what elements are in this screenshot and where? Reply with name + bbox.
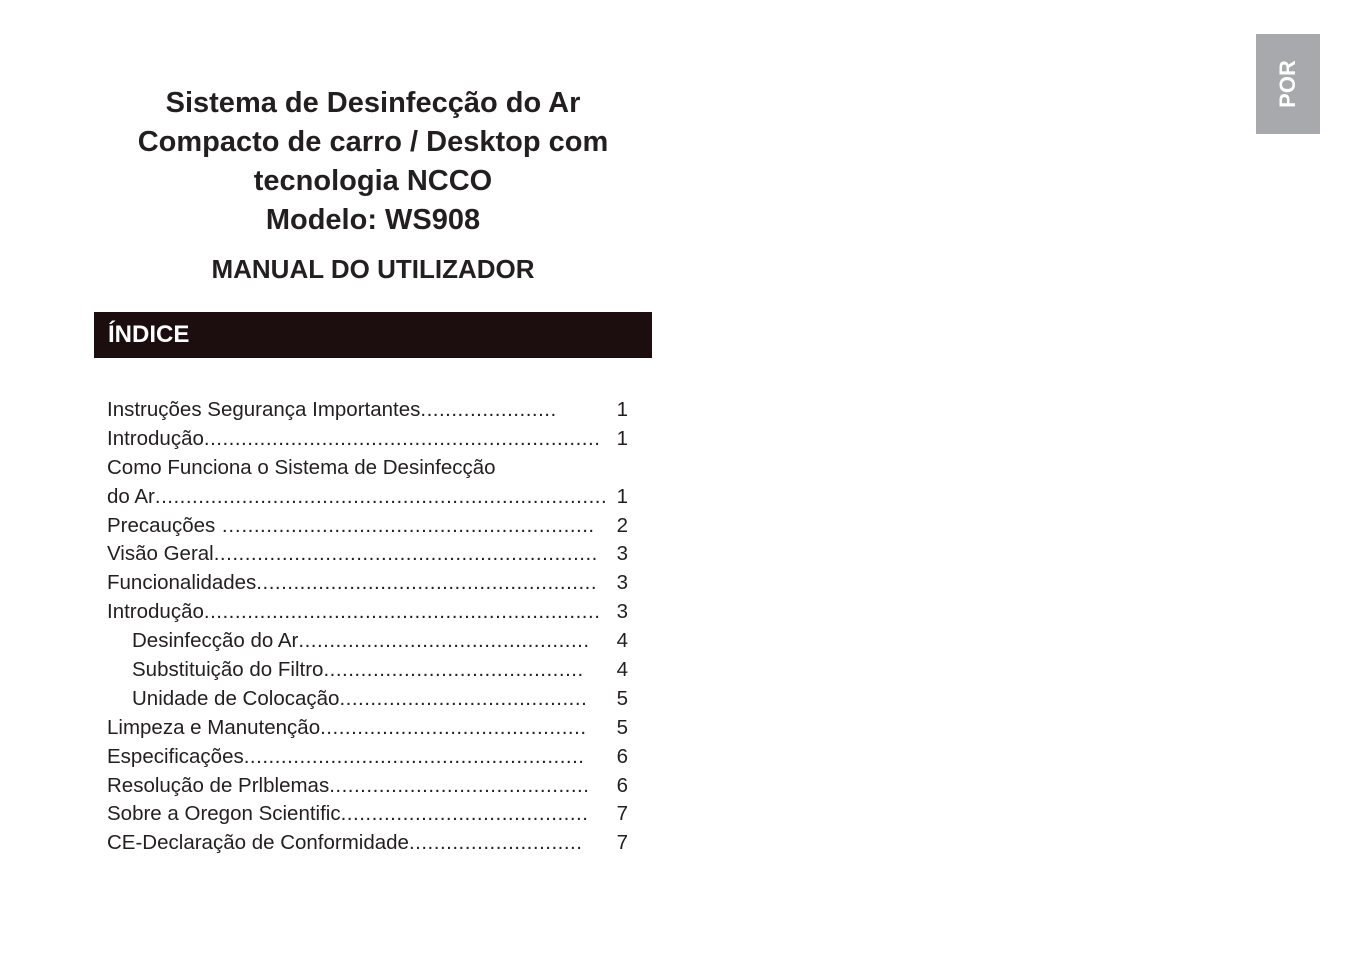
language-tab-label: POR: [1275, 60, 1300, 108]
toc-entry-leader: ........................................: [339, 686, 588, 710]
toc-entry-page: 3: [616, 600, 628, 624]
toc-entry[interactable]: [107, 743, 628, 772]
toc-entry-leader: ......................: [420, 398, 557, 421]
toc-entry[interactable]: [107, 598, 628, 627]
toc-entry-leader: ................................................................: [203, 426, 601, 450]
toc-entry-label: Funcionalidades: [107, 571, 257, 595]
toc-entry-page: 7: [616, 831, 628, 855]
toc-entry-leader: ..........................................: [329, 773, 590, 797]
toc-entry-leader: ..........................................: [323, 658, 584, 682]
toc-entry-label: Visão Geral: [107, 542, 214, 566]
toc-entry-page: 1: [616, 426, 628, 450]
toc-entry[interactable]: [107, 512, 628, 541]
toc-entry-leader: .......................................................: [256, 571, 598, 595]
toc-entry-label: Como Funciona o Sistema de Desinfecção: [107, 455, 496, 479]
toc-entry-page: 6: [616, 744, 628, 768]
toc-subentry[interactable]: [107, 627, 628, 656]
toc-entry-page: 4: [616, 658, 628, 682]
toc-entry-page: 1: [616, 398, 628, 421]
toc-entry-page: 4: [616, 629, 628, 653]
document-title-line-2: Compacto de carro / Desktop com: [137, 126, 609, 158]
toc-entry-leader: .......................................................: [243, 744, 585, 768]
toc-entry-leader: ..............................................................: [213, 542, 598, 566]
toc-entry[interactable]: [107, 829, 628, 858]
toc-entry-label: do Ar: [107, 484, 155, 508]
toc-entry[interactable]: [107, 540, 628, 569]
toc-entry[interactable]: [107, 772, 628, 801]
toc-entry-label: Introdução: [107, 426, 204, 450]
toc-entry[interactable]: [107, 714, 628, 743]
toc-entry[interactable]: [107, 454, 628, 483]
language-tab: [1256, 34, 1320, 134]
toc-entry-leader: ...........................................: [320, 715, 587, 739]
toc-entry-page: 2: [616, 513, 628, 537]
toc-subentry[interactable]: [107, 656, 628, 685]
toc-entry-label: Sobre a Oregon Scientific: [107, 802, 341, 826]
toc-entry-leader: .........................................................: [241, 513, 595, 537]
toc-subentry[interactable]: [107, 685, 628, 714]
toc-entry-label: Desinfecção do Ar: [132, 629, 299, 653]
toc-entry-label: Limpeza e Manutenção: [107, 715, 321, 739]
index-heading-bar: [94, 312, 652, 358]
toc-entry-page: 1: [616, 484, 628, 508]
toc-entry-page: 6: [616, 773, 628, 797]
document-subtitle: MANUAL DO UTILIZADOR: [211, 254, 535, 284]
toc-entry-page: 3: [616, 542, 628, 566]
toc-entry-label: CE-Declaração de Conformidade: [107, 831, 409, 855]
toc-entry[interactable]: [107, 425, 628, 454]
table-of-contents: [107, 396, 628, 858]
document-title-line-1: Sistema de Desinfecção do Ar: [165, 87, 581, 119]
toc-entry-label: Unidade de Colocação: [132, 686, 340, 710]
toc-entry-page: 5: [616, 686, 628, 710]
toc-entry-leader: ................................................................: [203, 600, 601, 624]
toc-entry[interactable]: [107, 800, 628, 829]
toc-entry-leader: ........................................: [340, 802, 589, 826]
toc-entry-label: Substituição do Filtro: [132, 658, 324, 682]
toc-entry-label: Introdução: [107, 600, 204, 624]
toc-entry-page: 5: [616, 715, 628, 739]
toc-entry[interactable]: [107, 396, 628, 425]
toc-entry-label: Precauções …: [107, 513, 242, 537]
model-line: Modelo: WS908: [265, 204, 481, 236]
toc-entry-label: Especificações: [107, 744, 244, 768]
toc-entry-label: Resolução de Prlblemas: [107, 773, 330, 797]
toc-entry[interactable]: [107, 483, 628, 512]
toc-entry-leader: ...............................................: [298, 629, 590, 653]
toc-entry-leader: ............................: [408, 831, 583, 855]
toc-entry-label: Instruções Segurança Importantes: [107, 398, 421, 421]
index-heading: ÍNDICE: [108, 321, 190, 348]
toc-entry-page: 3: [616, 571, 628, 595]
toc-entry-page: 7: [616, 802, 628, 826]
document-title-block: [94, 84, 652, 285]
toc-entry-leader: .........................................................................: [154, 484, 608, 508]
toc-entry[interactable]: [107, 569, 628, 598]
document-title-line-3: tecnologia NCCO: [253, 165, 493, 197]
